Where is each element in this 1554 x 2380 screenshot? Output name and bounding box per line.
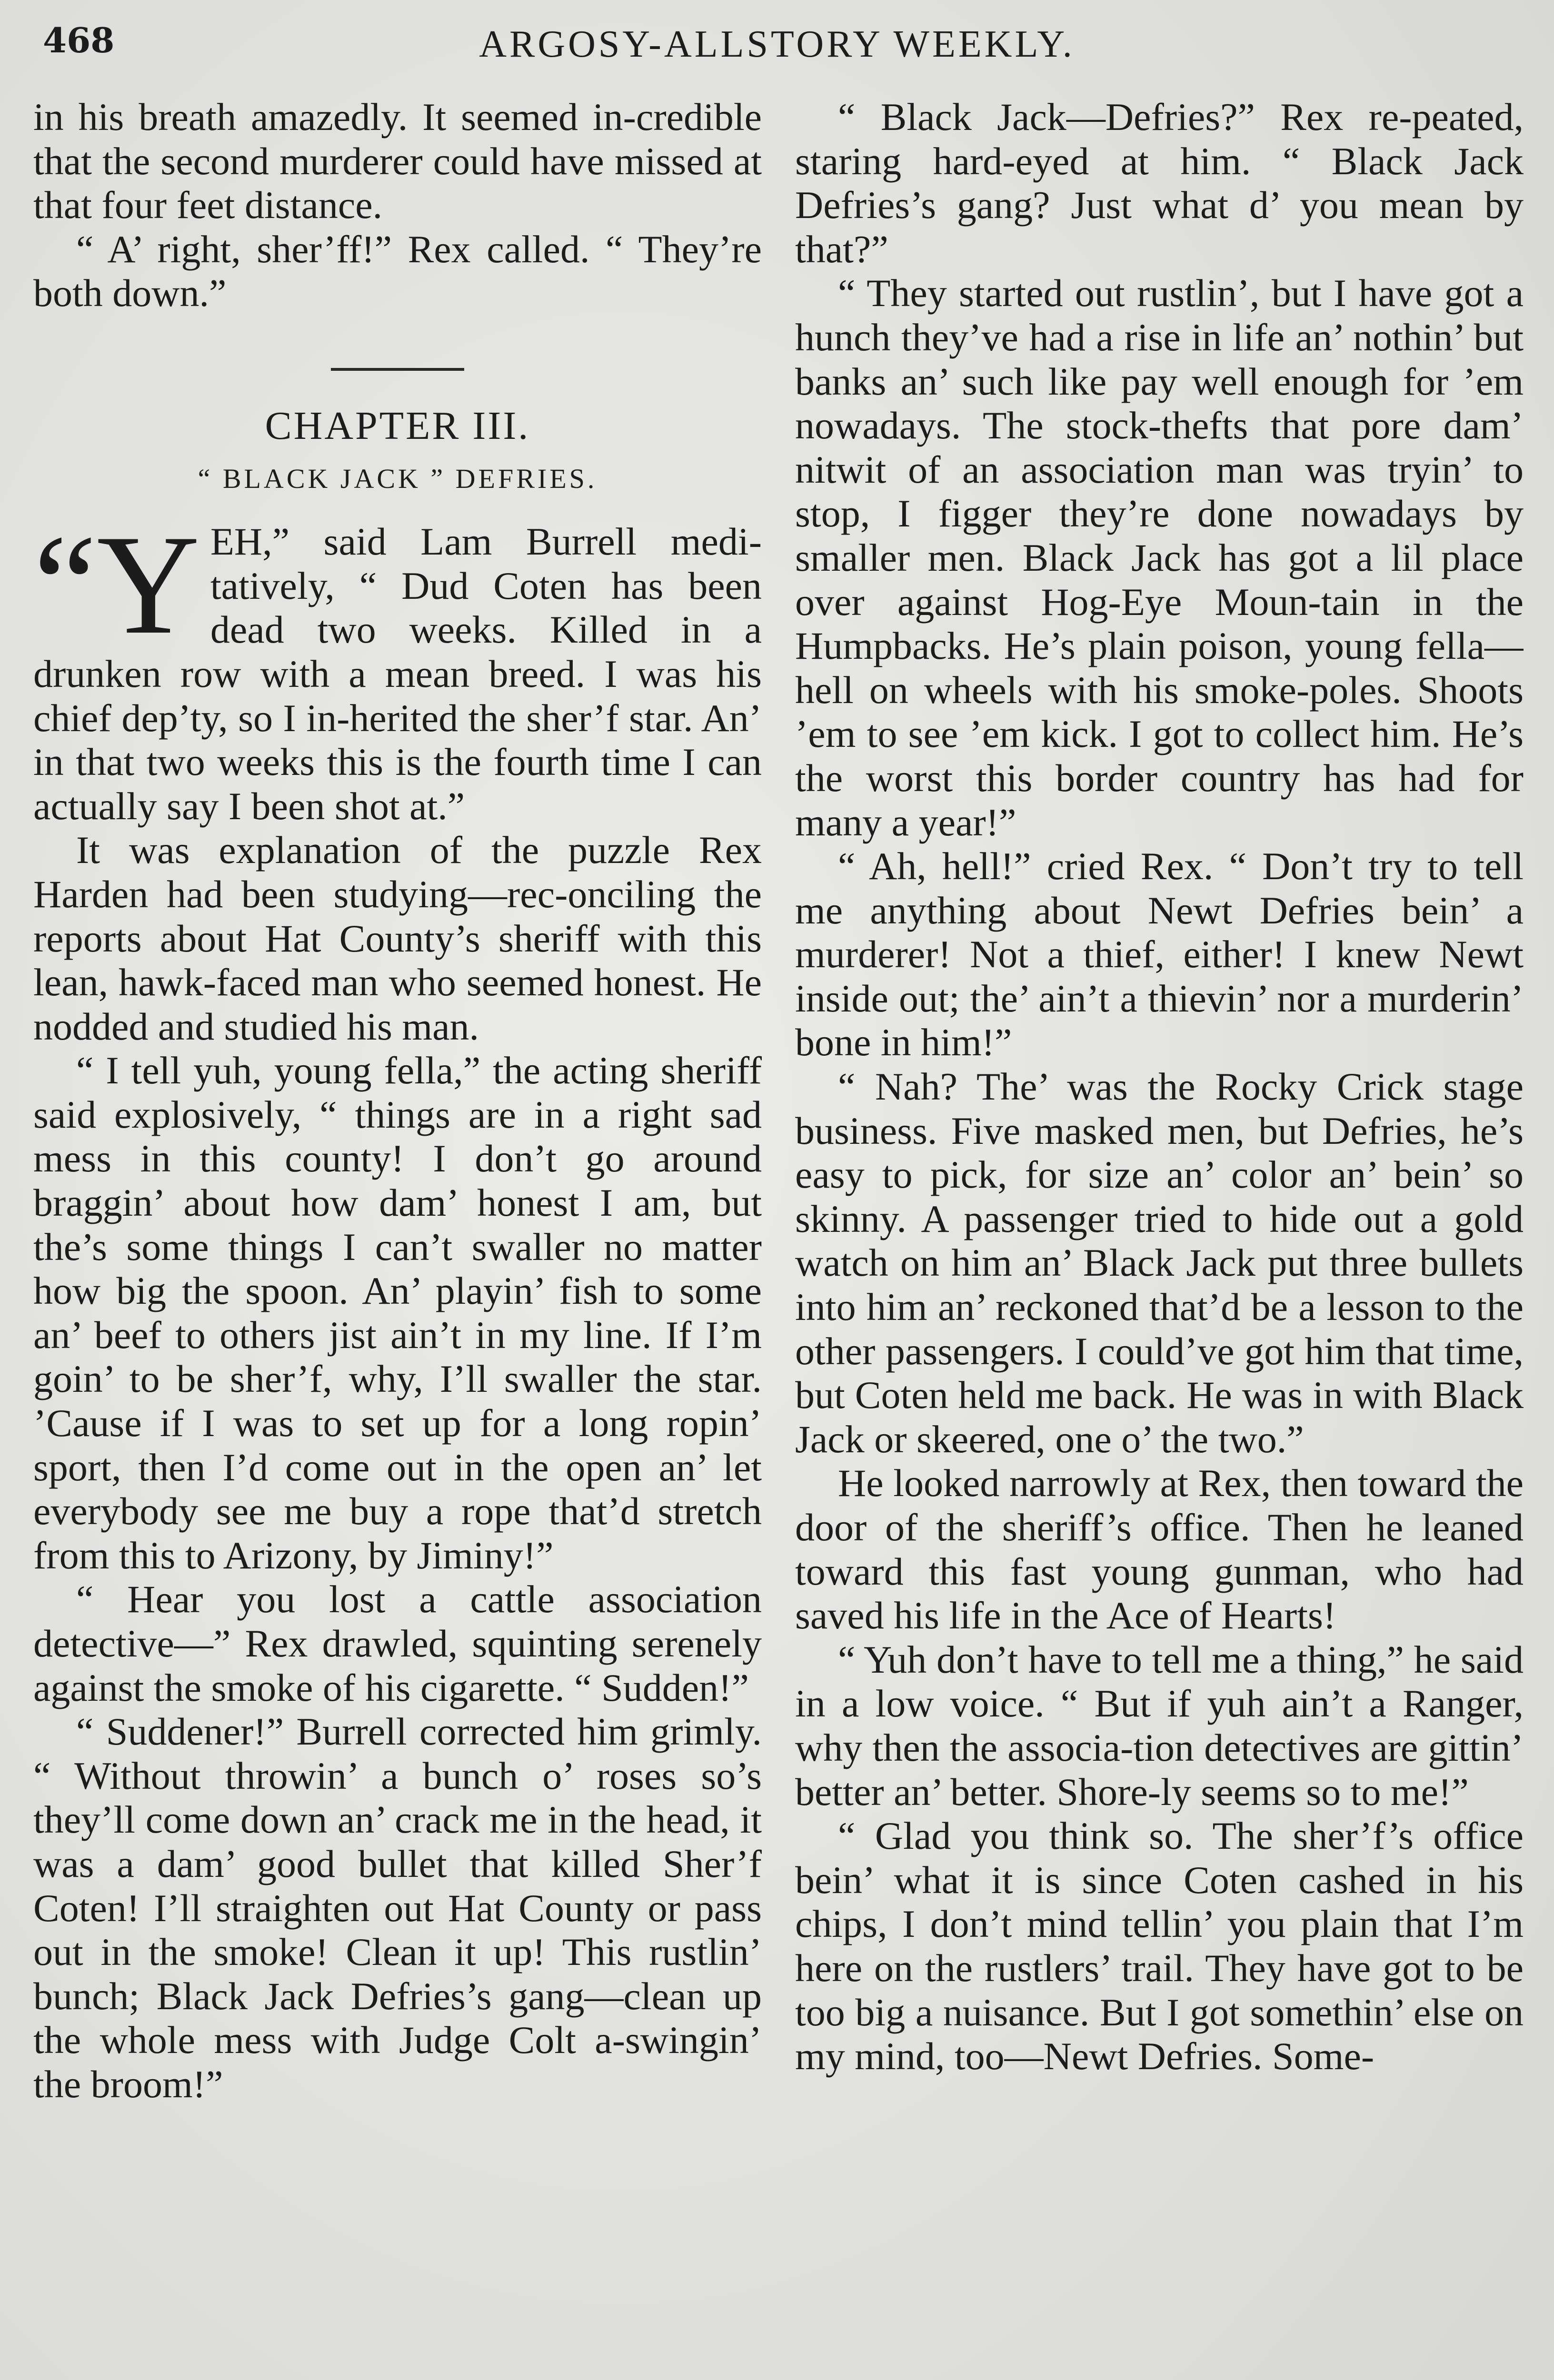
paragraph: “ Ah, hell!” cried Rex. “ Don’t try to tell me anything about Newt Defries bein’ a murderer! Not a thief, either! I knew Newt inside out; the’ ain’t a thievin’ nor a murderin’ bone in him!” xyxy=(795,844,1524,1064)
running-head: ARGOSY-ALLSTORY WEEKLY. xyxy=(479,23,1075,65)
paragraph: “ I tell yuh, young fella,” the acting sheriff said explosively, “ things are in a right sad mess in this county! I don’t go around braggin’ about how dam’ honest I am, but the’s some things I can’t swaller no matter how big the spoon. An’ playin’ fish to some an’ beef to others jist ain’t in my line. If I’m goin’ to be sher’f, why, I’ll swaller the star. ’Cause if I was to set up for a long ropin’ sport, then I’d come out in the open an’ let everybody see me buy a rope that’d stretch from this to Arizony, by Jiminy!” xyxy=(33,1049,762,1577)
paragraph: “ Hear you lost a cattle association detective—” Rex drawled, squinting serenely against the smoke of his cigarette. “ Sudden!” xyxy=(33,1577,762,1709)
paragraph: “ Black Jack—Defries?” Rex re-peated, staring hard-eyed at him. “ Black Jack Defries’s gang? Just what d’ you mean by that?” xyxy=(795,95,1524,271)
drop-cap xyxy=(33,506,200,664)
chapter-title: CHAPTER III. xyxy=(265,403,530,448)
opening-paragraph-text: EH,” said Lam Burrell medi-tatively, “ Dud Coten has been dead two weeks. Killed in a drunken row with a mean breed. I was his chief dep’ty, so I in-herited the sher’f star. An’ in that two weeks this is the fourth time I can actually say I been shot at.” xyxy=(33,520,762,828)
paragraph: “ Nah? The’ was the Rocky Crick stage business. Five masked men, but Defries, he’s easy to pick, for size an’ color an’ bein’ so skinny. A passenger tried to hide out a gold watch on him an’ Black Jack put three bullets into him an’ reckoned that’d be a lesson to the other passengers. I could’ve got him that time, but Coten held me back. He was in with Black Jack or skeered, one o’ the two.” xyxy=(795,1065,1524,1461)
paragraph: “ Yuh don’t have to tell me a thing,” he said in a low voice. “ But if yuh ain’t a Ranger, why then the associa-tion detectives are gittin’ better an’ better. Shore-ly seems so to me!” xyxy=(795,1637,1524,1814)
paragraph: It was explanation of the puzzle Rex Harden had been studying—rec-onciling the reports about Hat County’s sheriff with this lean, hawk-faced man who seemed honest. He nodded and studied his man. xyxy=(33,828,762,1048)
drop-cap-letter: Y xyxy=(97,506,200,664)
paragraph: “ A’ right, sher’ff!” Rex called. “ They’re both down.” xyxy=(33,227,762,315)
left-column xyxy=(33,95,762,2380)
section-divider xyxy=(331,368,464,371)
opening-paragraph xyxy=(33,506,762,828)
chapter-subtitle: “ BLACK JACK ” DEFRIES. xyxy=(198,463,598,494)
right-column xyxy=(795,95,1524,2380)
paragraph: He looked narrowly at Rex, then toward the door of the sheriff’s office. Then he leaned toward this fast young gunman, who had saved his life in the Ace of Hearts! xyxy=(795,1461,1524,1637)
page-header xyxy=(33,14,1521,67)
page-number: 468 xyxy=(43,20,115,60)
paragraph: in his breath amazedly. It seemed in-credible that the second murderer could have missed at that four feet distance. xyxy=(33,95,762,227)
drop-cap-quote: “ xyxy=(33,506,97,664)
paragraph: “ Glad you think so. The sher’f’s office bein’ what it is since Coten cashed in his chips, I don’t mind tellin’ you plain that I’m here on the rustlers’ trail. They have got to be too big a nuisance. But I got somethin’ else on my mind, too—Newt Defries. Some- xyxy=(795,1814,1524,2078)
paragraph: “ They started out rustlin’, but I have got a hunch they’ve had a rise in life an’ nothin’ but banks an’ such like pay well enough for ’em nowadays. The stock-thefts that pore dam’ nitwit of an association man was tryin’ to stop, I figger they’re done nowadays by smaller men. Black Jack has got a lil place over against Hog-Eye Moun-tain in the Humpbacks. He’s plain poison, young fella—hell on wheels with his smoke-poles. Shoots ’em to see ’em kick. I got to collect him. He’s the worst this border country has had for many a year!” xyxy=(795,271,1524,844)
paragraph: “ Suddener!” Burrell corrected him grimly. “ Without throwin’ a bunch o’ roses so’s they’ll come down an’ crack me in the head, it was a dam’ good bullet that killed Sher’f Coten! I’ll straighten out Hat County or pass out in the smoke! Clean it up! This rustlin’ bunch; Black Jack Defries’s gang—clean up the whole mess with Judge Colt a-swingin’ the broom!” xyxy=(33,1710,762,2106)
